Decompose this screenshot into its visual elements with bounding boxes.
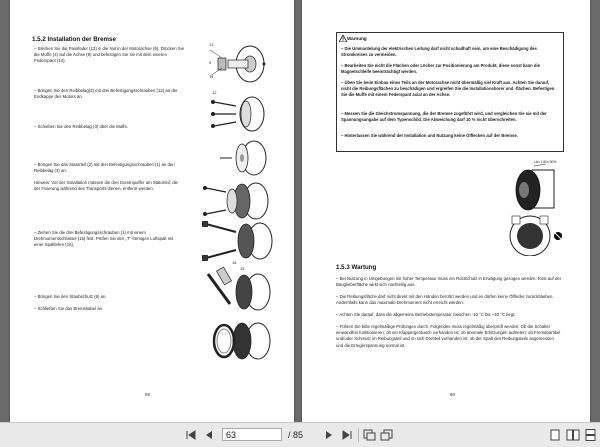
warning-3: – Üben Sie beim Einbau eines Teils an der Motorachse nicht übermäßig viel Kraft aus. Achten Sie darauf, nicht die Reibungsflächen zu beschädigen und ergreifen Sie die Installationsborer und -flächen. Befestigen Sie die Muffe mit einem Federspant axial an der Achse. [341, 80, 555, 97]
first-page-icon[interactable] [184, 429, 198, 441]
left-page [10, 0, 294, 422]
callout-15: 15 [240, 266, 245, 271]
step-3: – Schieben Sie den Reibbelag (3) über die Muffe. [34, 124, 129, 129]
scroll-view-icon[interactable] [584, 429, 598, 441]
maintenance-2: – Die Reibungsfläche darf nicht direkt mit den Händen berührt werden und es dürfen keine Ölflecke zurückbleiben. Andernfalls kann das maximale Drehmoment nicht erreicht werden. [336, 294, 554, 306]
section-heading-maintenance: 1.5.3 Wartung [336, 264, 377, 271]
previous-page-icon[interactable] [202, 429, 216, 441]
callout-13: 13 [209, 42, 214, 47]
page-number-left: 59 [145, 392, 151, 397]
figure-shaft-key-mounting [206, 42, 276, 86]
warning-2: – Bearbeiten Sie nicht die Flächen oder Löcher zur Positionierung am Produkt, diese sonst kann die Magnetschleife beeinträchtigt werden. [341, 63, 540, 74]
figure-dust-cover [200, 264, 280, 318]
figure-friction-plate-slide [206, 138, 276, 178]
step-7: – Schließen Sie das Bremskabel an. [34, 306, 104, 311]
figure-friction-plate-screws [206, 94, 276, 134]
callout-16: 16 [232, 260, 237, 265]
figure-brake-mounted [498, 164, 564, 216]
viewer-toolbar [0, 422, 600, 447]
warning-title: Warnung [347, 36, 367, 41]
step-2: – Bringen Sie den Reibbelag(3) mit drei Befestigungsschrauben (12) an der Endkappe des Motors an. [34, 88, 178, 100]
single-page-view-icon[interactable] [548, 429, 562, 441]
right-page [302, 0, 590, 422]
forward-view-icon[interactable] [380, 429, 394, 441]
figure-label: Lito 1.5Ω=90% [534, 160, 557, 164]
warning-triangle-icon [339, 35, 347, 42]
page-number-input[interactable]: 63 [222, 428, 282, 441]
maintenance-1: – Bei Nutzung in Umgebungen mit hoher Temperatur muss ein Rostschutz in Erwägung gezogen werden. Rost auf der Bauglieberfläche wirkt sich nachteilig aus. [336, 276, 562, 288]
callout-14: 14 [209, 74, 214, 79]
maintenance-4: – Führen Sie bitte regelmäßige Prüfungen durch. Folgendes muss regelmäßig überprüft werden: Ob die Schalter einwandfrei funktionieren; ob ein Klappergeräusch vorhanden ist; ob anomale Erhitzungen auftreten; ob Fremdpartikel und/oder Schmutz im Reibungsteil und im sich Drehteil vorhanden ist; ob der Spalt des Reibungsteils angemessen und die Erregerspannung normal ist. [336, 324, 561, 348]
step-6: – Bringen Sie den Staubschutz (6) an. [34, 294, 107, 299]
step-5: – Ziehen Sie die drei Befestigungsschrauben (1) mit einem Drehmomentschlüssel (15) fest. Prüfen Sie den „T“-förmigen Luftspalt mit einer Spaltlehre (16). [34, 230, 174, 248]
figure-no-oil-warning [492, 212, 568, 256]
callout-9: 9 [209, 60, 212, 65]
two-page-view-icon[interactable] [566, 429, 580, 441]
section-heading-installation: 1.5.2 Installation der Bremse [32, 36, 116, 43]
step-1: – Stecken Sie die Passfeder (13) in die Nut in der Motorachse (9). Drücken Sie die Muffe (4) auf die Achse (9) und befestigen Sie sie mit dem inneren Federspant (14). [34, 46, 184, 64]
back-view-icon[interactable] [362, 429, 376, 441]
maintenance-3: – Achten Sie darauf, dass die allgemeine Betriebstemperatur zwischen -10 °C bis +40 °C liegt. [336, 312, 516, 317]
warning-5: – Hinterlassen Sie während der Installation und Nutzung keine Ölflecken auf der Bremse. [341, 133, 518, 138]
figure-torque-wrench-gap [200, 218, 280, 264]
warning-box [336, 32, 564, 152]
figure-brake-cable [206, 318, 276, 364]
step-4: – Bringen Sie das Statorteil (2) mit drei Befestigungsschrauben (1) an den Reibbelag (3) an. [34, 162, 175, 174]
warning-1: – Die Ummantelung der elektrischen Leitung darf nicht schadhaft sein, um eine Beschädigung des Stromkreises zu vermeiden. [341, 46, 537, 57]
callout-12: 12 [212, 90, 217, 95]
next-page-icon[interactable] [322, 429, 336, 441]
warning-4: – Messen Sie die Gleichstromspannung, die der Bremse zugeführt wird, und vergleichen Sie sie mit der Spannungsangabe auf dem Typenschild. Die Abweichung darf 10 % nicht überschreiten. [341, 111, 547, 122]
total-pages: / 85 [288, 430, 304, 440]
page-number-right: 60 [450, 392, 456, 397]
last-page-icon[interactable] [340, 429, 354, 441]
installation-note: Hinweis: Vor der Installation müssen die drei Gummipuffer am Statorteil, die der Fixierung während des Transports dienen, entfernt werden. [34, 180, 178, 192]
